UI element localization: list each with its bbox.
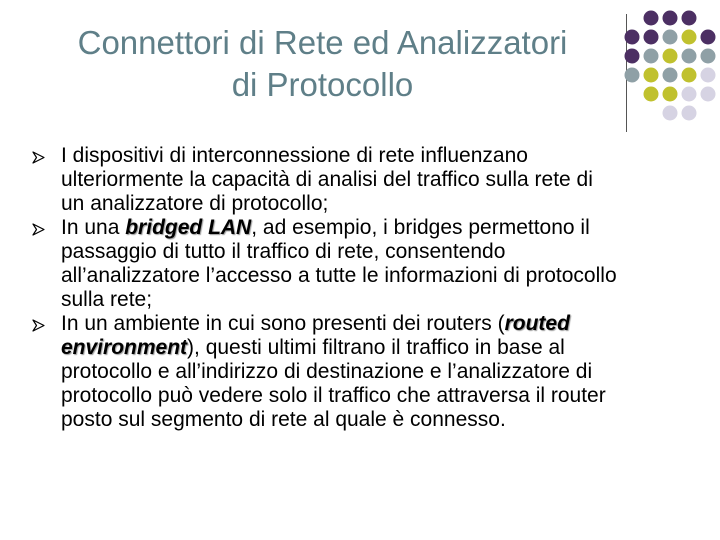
- decor-dot: [701, 30, 716, 45]
- bullet-text-post: , ad esempio, i bridges permettono il passaggio di tutto il traffico di rete, consentendo all’analizzatore l’accesso a tutte le informazioni di protocollo sulla rete;: [61, 216, 617, 311]
- title-line-2: di Protocollo: [231, 66, 414, 103]
- decor-dot: [701, 68, 716, 83]
- arrowhead-bullet-icon: [32, 151, 45, 164]
- bullet-text-post: ), questi ultimi filtrano il traffico in base al protocollo e all’indirizzo di destinazione e l’analizzatore di protocollo può vedere solo il traffico che attraversa il router posto sul segmento di rete al quale è connesso.: [61, 336, 606, 431]
- decor-dot: [663, 49, 678, 64]
- decor-dot: [644, 68, 659, 83]
- bullet-text-pre: In una: [61, 216, 126, 239]
- decor-dot: [682, 106, 697, 121]
- decorative-dot-grid: [0, 0, 720, 140]
- decor-dot: [663, 30, 678, 45]
- bullet-emphasis: routed environment: [61, 312, 570, 359]
- decor-dot: [644, 30, 659, 45]
- decor-dot: [682, 49, 697, 64]
- decor-dot: [663, 106, 678, 121]
- bullet-list: [32, 144, 622, 432]
- bullet-item: [32, 216, 622, 312]
- decor-dot: [644, 87, 659, 102]
- decor-dot: [625, 68, 640, 83]
- decor-dot: [625, 30, 640, 45]
- decor-dot: [644, 49, 659, 64]
- decor-dot: [682, 87, 697, 102]
- title-line-1: Connettori di Rete ed Analizzatori: [77, 24, 568, 61]
- decor-dot: [682, 68, 697, 83]
- arrowhead-bullet-icon: [32, 319, 45, 332]
- bullet-text: I dispositivi di interconnessione di rete influenzano ulteriormente la capacità di analisi del traffico sulla rete di un analizzatore di protocollo;: [61, 144, 593, 215]
- decor-dot: [701, 87, 716, 102]
- decor-dot: [682, 30, 697, 45]
- bullet-item: [32, 312, 622, 432]
- decor-dot: [663, 87, 678, 102]
- bullet-text-pre: In un ambiente in cui sono presenti dei routers (: [61, 312, 505, 335]
- decor-dot: [644, 11, 659, 26]
- decor-dot: [682, 11, 697, 26]
- arrowhead-bullet-icon: [32, 223, 45, 236]
- decor-dot: [663, 68, 678, 83]
- decor-dot: [663, 11, 678, 26]
- decor-dot: [701, 49, 716, 64]
- bullet-emphasis: bridged LAN: [125, 216, 252, 239]
- decor-dot: [625, 49, 640, 64]
- bullet-item: [32, 144, 622, 216]
